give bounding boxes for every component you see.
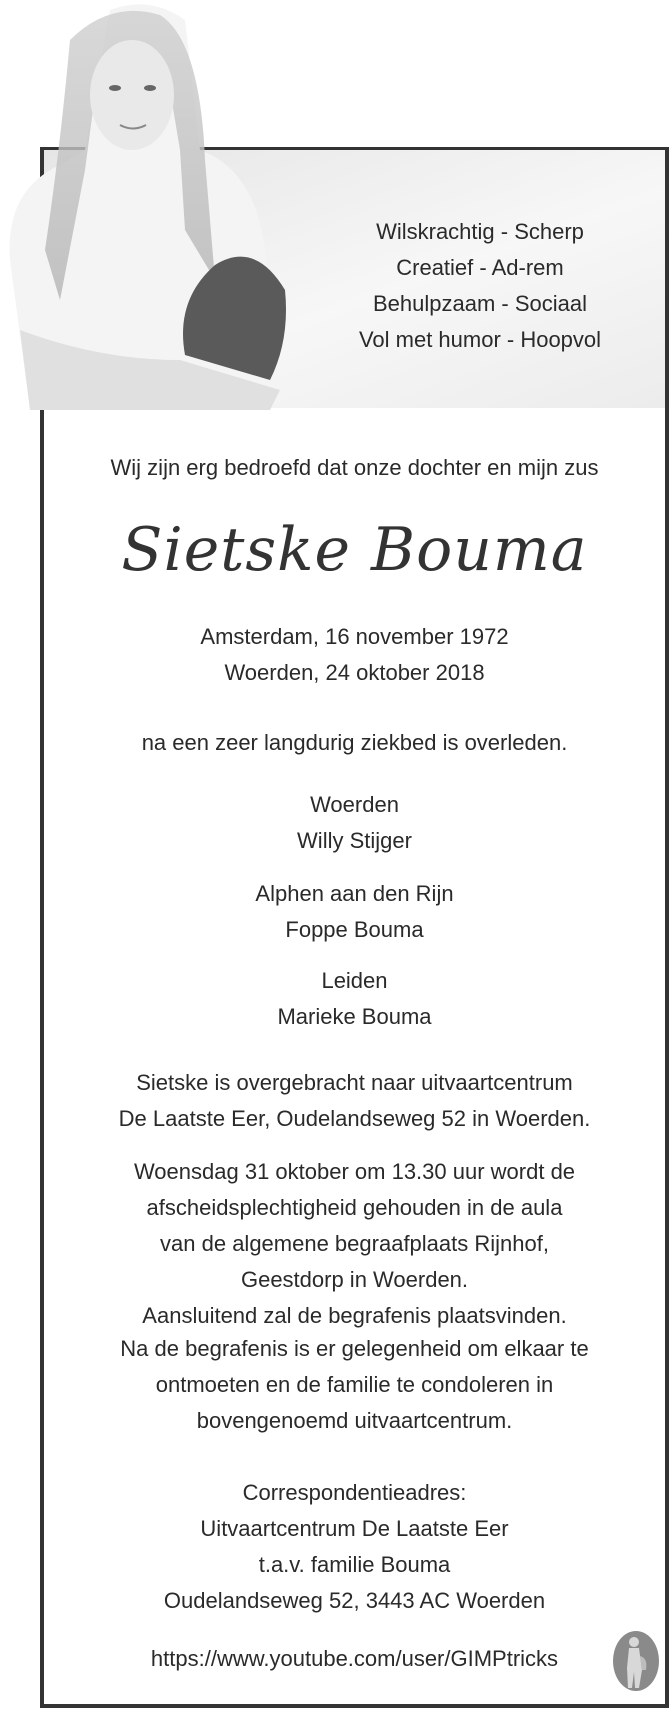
correspondence-address <box>44 1475 665 1619</box>
text-line: t.a.v. familie Bouma <box>258 1552 451 1577</box>
trait: Wilskrachtig - Scherp <box>376 219 584 244</box>
text-line: Aansluitend zal de begrafenis plaatsvinden. <box>142 1303 567 1328</box>
trait: Vol met humor - Hoopvol <box>358 327 602 352</box>
relative <box>44 876 665 948</box>
portrait-photo <box>0 0 300 410</box>
trait: Behulpzaam - Sociaal <box>372 291 587 316</box>
transfer-text <box>44 1065 665 1137</box>
relative-name: Willy Stijger <box>297 828 412 853</box>
text-line: Correspondentieadres: <box>242 1480 467 1505</box>
text-line: van de algemene begraafplaats Rijnhof, <box>160 1231 549 1256</box>
text-line: bovengenoemd uitvaartcentrum. <box>196 1408 513 1433</box>
relative <box>44 963 665 1035</box>
text-line: Oudelandseweg 52, 3443 AC Woerden <box>163 1588 546 1613</box>
text-line: Geestdorp in Woerden. <box>240 1267 469 1292</box>
text-line: Na de begrafenis is er gelegenheid om elkaar te <box>120 1336 589 1361</box>
birth-line: Amsterdam, 16 november 1972 <box>200 624 509 649</box>
deceased-name: Sietske Bouma <box>121 515 588 585</box>
text-line: ontmoeten en de familie te condoleren in <box>155 1372 554 1397</box>
relative-place: Woerden <box>310 792 399 817</box>
url-link[interactable]: https://www.youtube.com/user/GIMPtricks <box>150 1646 559 1671</box>
relative-place: Alphen aan den Rijn <box>255 881 454 906</box>
text-line: Sietske is overgebracht naar uitvaartcentrum <box>136 1070 573 1095</box>
text-line: Woensdag 31 oktober om 13.30 uur wordt de <box>133 1159 576 1184</box>
intro-text: Wij zijn erg bedroefd dat onze dochter en mijn zus <box>110 455 599 480</box>
text-line: Uitvaartcentrum De Laatste Eer <box>200 1516 509 1541</box>
ceremony-text <box>44 1154 665 1334</box>
text-line: afscheidsplechtigheid gehouden in de aula <box>146 1195 563 1220</box>
funeral-logo-icon <box>612 1630 660 1692</box>
relative-place: Leiden <box>321 968 388 993</box>
relative <box>44 787 665 859</box>
death-line: Woerden, 24 oktober 2018 <box>224 660 485 685</box>
traits-list <box>330 214 630 358</box>
after-text <box>44 1331 665 1439</box>
trait: Creatief - Ad-rem <box>396 255 564 280</box>
relative-name: Foppe Bouma <box>285 917 424 942</box>
dates <box>44 619 665 691</box>
text-line: De Laatste Eer, Oudelandseweg 52 in Woerden. <box>118 1106 591 1131</box>
relative-name: Marieke Bouma <box>277 1004 432 1029</box>
cause-text: na een zeer langdurig ziekbed is overleden. <box>141 730 568 755</box>
